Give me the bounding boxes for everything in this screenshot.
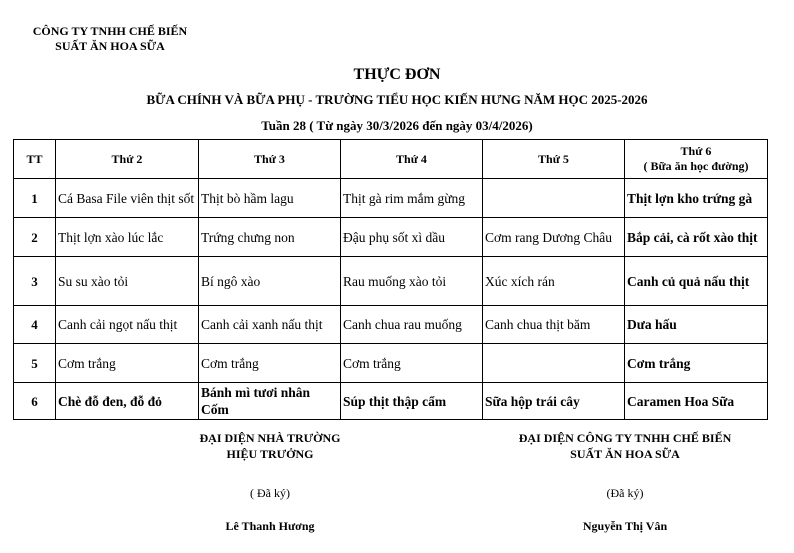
menu-table <box>13 139 768 420</box>
school-signature-name: Lê Thanh Hương <box>225 519 315 533</box>
cell-tt: 6 <box>14 383 56 420</box>
cell-monday: Su su xào tỏi <box>56 257 199 306</box>
school-signature-role: HIỆU TRƯỞNG <box>226 447 314 461</box>
school-signature-org: ĐẠI DIỆN NHÀ TRƯỜNG <box>199 431 341 445</box>
company-signature-name: Nguyễn Thị Vân <box>582 519 668 533</box>
table-header-row <box>14 140 768 179</box>
cell-tuesday: Bánh mì tươi nhân Cốm <box>199 383 341 420</box>
week-range: Tuần 28 ( Từ ngày 30/3/2026 đến ngày 03/4/2026) <box>261 118 533 133</box>
cell-tuesday: Canh cải xanh nấu thịt <box>199 306 341 344</box>
cell-tuesday: Trứng chưng non <box>199 218 341 257</box>
cell-tuesday: Thịt bò hầm lagu <box>199 179 341 218</box>
header-monday: Thứ 2 <box>56 140 199 179</box>
cell-wednesday: Đậu phụ sốt xì dầu <box>341 218 483 257</box>
cell-wednesday: Rau muống xào tỏi <box>341 257 483 306</box>
cell-friday: Dưa hấu <box>625 306 768 344</box>
school-signature-block <box>160 430 380 540</box>
cell-tuesday: Cơm trắng <box>199 344 341 383</box>
cell-wednesday: Cơm trắng <box>341 344 483 383</box>
table-row <box>14 179 768 218</box>
cell-thursday <box>483 179 625 218</box>
table-row <box>14 257 768 306</box>
menu-title: THỰC ĐƠN <box>353 66 441 83</box>
company-signature-role: SUẤT ĂN HOA SỮA <box>570 447 680 461</box>
cell-monday: Cơm trắng <box>56 344 199 383</box>
cell-monday: Cá Basa File viên thịt sốt <box>56 179 199 218</box>
company-signature-block <box>490 430 760 540</box>
cell-thursday: Xúc xích rán <box>483 257 625 306</box>
header-thursday: Thứ 5 <box>483 140 625 179</box>
cell-tt: 5 <box>14 344 56 383</box>
table-row <box>14 383 768 420</box>
table-row <box>14 306 768 344</box>
cell-thursday: Canh chua thịt băm <box>483 306 625 344</box>
school-signature-note: ( Đã ký) <box>250 486 290 500</box>
header-wednesday: Thứ 4 <box>341 140 483 179</box>
cell-wednesday: Súp thịt thập cẩm <box>341 383 483 420</box>
cell-thursday: Cơm rang Dương Châu <box>483 218 625 257</box>
cell-friday: Thịt lợn kho trứng gà <box>625 179 768 218</box>
company-signature-org: ĐẠI DIỆN CÔNG TY TNHH CHẾ BIẾN <box>518 431 732 445</box>
header-tuesday: Thứ 3 <box>199 140 341 179</box>
menu-subtitle: BỮA CHÍNH VÀ BỮA PHỤ - TRƯỜNG TIỂU HỌC KIẾN HƯNG NĂM HỌC 2025-2026 <box>146 92 648 107</box>
header-friday-note: ( Bữa ăn học đường) <box>643 159 749 173</box>
table-row <box>14 344 768 383</box>
cell-tt: 4 <box>14 306 56 344</box>
cell-thursday: Sữa hộp trái cây <box>483 383 625 420</box>
header-friday-label: Thứ 6 <box>680 144 712 158</box>
cell-tt: 3 <box>14 257 56 306</box>
cell-friday: Cơm trắng <box>625 344 768 383</box>
header-friday <box>625 140 768 179</box>
header-tt: TT <box>14 140 56 179</box>
cell-friday: Bắp cải, cà rốt xào thịt <box>625 218 768 257</box>
cell-friday: Canh củ quả nấu thịt <box>625 257 768 306</box>
cell-tt: 2 <box>14 218 56 257</box>
cell-monday: Thịt lợn xào lúc lắc <box>56 218 199 257</box>
cell-tt: 1 <box>14 179 56 218</box>
company-line-2: SUẤT ĂN HOA SỮA <box>55 39 165 53</box>
cell-monday: Canh cải ngọt nấu thịt <box>56 306 199 344</box>
cell-monday: Chè đỗ đen, đỗ đỏ <box>56 383 199 420</box>
cell-friday: Caramen Hoa Sữa <box>625 383 768 420</box>
company-line-1: CÔNG TY TNHH CHẾ BIẾN <box>32 24 188 38</box>
cell-thursday <box>483 344 625 383</box>
cell-tuesday: Bí ngô xào <box>199 257 341 306</box>
table-row <box>14 218 768 257</box>
company-signature-note: (Đã ký) <box>606 486 644 500</box>
company-name <box>20 24 200 54</box>
cell-wednesday: Canh chua rau muống <box>341 306 483 344</box>
cell-wednesday: Thịt gà rim mắm gừng <box>341 179 483 218</box>
